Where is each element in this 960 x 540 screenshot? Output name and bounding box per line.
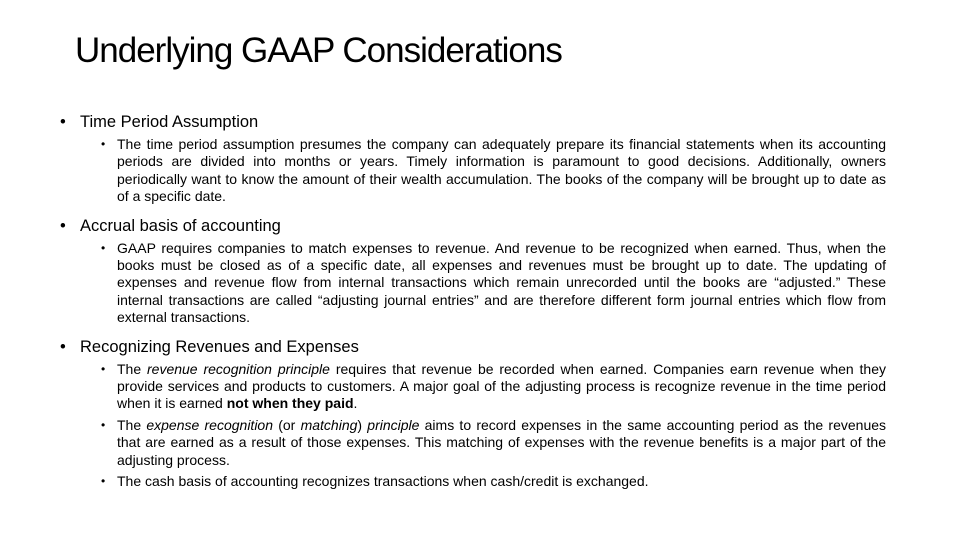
text-pre: The [117, 416, 147, 433]
text-mid: (or [273, 416, 301, 433]
sub-bullet-cash-basis [101, 473, 886, 490]
text-mid2: ) [357, 416, 368, 433]
bullet-dot-icon: • [101, 417, 106, 432]
text-end: . [353, 395, 358, 412]
sub-bullet-text: The cash basis of accounting recognizes transactions when cash/credit is exchanged. [117, 473, 649, 490]
bullet-dot-icon: • [101, 474, 106, 489]
sub-bullet-expense-recognition [101, 417, 886, 469]
matching-term: matching [300, 416, 358, 433]
section-heading: Recognizing Revenues and Expenses [80, 337, 359, 356]
section-heading: Accrual basis of accounting [80, 216, 281, 235]
bullet-recognizing-revenues-expenses [60, 337, 886, 357]
text-pre: The [117, 360, 147, 377]
bullet-dot-icon: • [60, 113, 66, 131]
sub-bullets-accrual [60, 240, 886, 327]
sub-bullet-text: The time period assumption presumes the company can adequately prepare its financial statements when its accounting periods are divided into months or years. Timely information is paramount to good decisions. Additionally, owners periodically want to know the amount of their wealth accumulation. The books of the company will be brought up to date as of a specific date. [117, 136, 886, 205]
revenue-recognition-term: revenue recognition principle [147, 360, 330, 377]
bullet-dot-icon: • [60, 216, 66, 235]
slide-title: Underlying GAAP Considerations [75, 31, 562, 70]
sub-bullets-recognizing [60, 361, 886, 491]
sub-bullet-time-period-text [101, 136, 886, 206]
bullet-dot-icon: • [101, 240, 106, 255]
sub-bullet-revenue-recognition [101, 361, 886, 413]
sub-bullet-text: GAAP requires companies to match expenses to revenue. And revenue to be recognized when earned. Thus, when the books must be closed as of a specific date, all expenses and revenues must be brought up to date. The updating of expenses and revenue flow from internal transactions which remain unrecorded until the books are “adjusted.” These internal transactions are called “adjusting journal entries” and are therefore different form journal entries which flow from external transactions. [117, 239, 886, 326]
section-heading: Time Period Assumption [80, 113, 259, 131]
not-when-paid-emphasis: not when they paid [226, 395, 354, 412]
bullet-dot-icon: • [60, 337, 66, 356]
expense-recognition-term: expense recognition [146, 416, 274, 433]
bullet-accrual-basis [60, 216, 886, 236]
slide-content [60, 112, 886, 501]
sub-bullet-accrual-text [101, 240, 886, 327]
bullet-dot-icon: • [101, 137, 106, 151]
sub-bullets-time-period [60, 136, 886, 206]
bullet-time-period-assumption [60, 112, 886, 132]
bullet-dot-icon: • [101, 361, 106, 376]
text-post: requires that revenue be recorded when earned. Companies earn revenue when they provide services and products to customers. A major goal of the adjusting process is recognize revenue in the time period when it is earned [117, 360, 887, 412]
text-post: aims to record expenses in the same accounting period as the revenues that are earned as a result of those expenses. This matching of expenses with the revenue benefits is a major part of the adjusting process. [117, 416, 887, 468]
principle-term: principle [367, 416, 420, 433]
